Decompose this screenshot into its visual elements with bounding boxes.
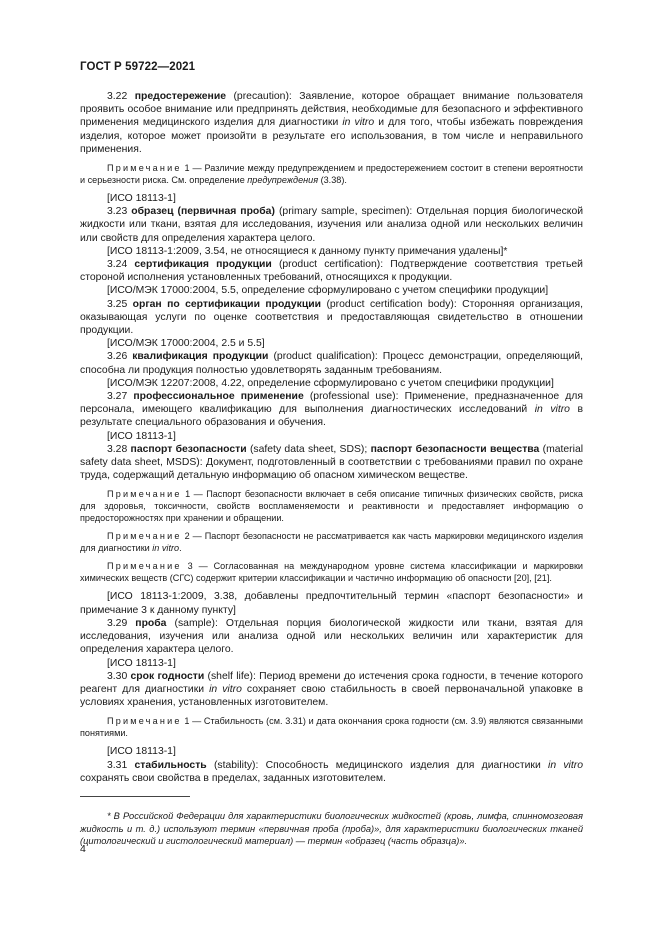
term-name: предостережение bbox=[134, 91, 226, 102]
source-ref-3-29: [ИСО 18113-1] bbox=[107, 657, 176, 669]
term-number: 3.26 bbox=[107, 351, 128, 363]
document-body bbox=[80, 90, 583, 785]
term-number: 3.31 bbox=[107, 759, 128, 771]
footnote: * В Российской Федерации для характеристики биологических жидкостей (кровь, лимфа, спинномозговая жидкость и т. д.) используют термин «первичная проба (проба)», для характеристики биологических тканей (цитологический и гистологический материал) — термин «образец (часть образца)». bbox=[80, 811, 583, 847]
term-definition: : Процесс демонстрации, определяющий, способна ли продукция полностью удовлетворять заданным требованиям. bbox=[80, 351, 584, 376]
note-text: 1 — Стабильность (см. 3.31) и дата окончания срока годности (см. 3.9) являются связанными понятиями. bbox=[80, 716, 583, 739]
term-english: (shelf life) bbox=[207, 670, 253, 682]
term-name: проба bbox=[135, 617, 167, 629]
term-number: 3.24 bbox=[107, 259, 128, 271]
note-3-28-3 bbox=[80, 560, 583, 584]
term-definition: : Сторонняя организация, оказывающая услуги по оценке соответствия и предоставляющая свидетельство в отношении продукции. bbox=[80, 298, 583, 337]
term-entry-3-30 bbox=[80, 670, 583, 710]
term-english: (precaution) bbox=[233, 91, 289, 102]
term-name: квалификация продукции bbox=[132, 351, 269, 363]
term-entry-3-31 bbox=[80, 759, 583, 785]
note-label: Примечание bbox=[107, 561, 182, 572]
note-text: 3 — Согласованная на международном уровне система классификации и маркировки химических веществ (СГС) содержит критерии классификации и частично информацию об опасности [20], [21]. bbox=[80, 561, 583, 584]
note-italic: in vitro bbox=[152, 543, 180, 554]
term-english: (professional use) bbox=[309, 391, 396, 403]
source-ref-3-30: [ИСО 18113-1] bbox=[107, 746, 176, 758]
term-number: 3.27 bbox=[107, 391, 128, 403]
source-ref-3-24: [ИСО/МЭК 17000:2004, 5.5, определение сформулировано с учетом специфики продукции] bbox=[107, 285, 549, 297]
term-entry-3-28 bbox=[80, 443, 583, 483]
term-italic: in vitro bbox=[534, 404, 570, 416]
term-english: (product certification body) bbox=[326, 298, 454, 310]
note-text-cont: (3.38). bbox=[318, 175, 347, 186]
term-number: 3.25 bbox=[107, 298, 128, 310]
term-english: (safety data sheet, SDS); bbox=[249, 443, 368, 455]
note-label: Примечание bbox=[107, 531, 182, 542]
note-3-30 bbox=[80, 715, 583, 739]
term-definition-cont: в результате специального образования и обучения. bbox=[80, 404, 583, 429]
term-name-alt: паспорт безопасности вещества bbox=[370, 443, 540, 455]
term-definition: : Способность медицинского изделия для диагностики bbox=[255, 759, 549, 771]
term-number: 3.29 bbox=[107, 617, 128, 629]
term-entry-3-27 bbox=[80, 390, 583, 430]
term-italic: in vitro bbox=[548, 759, 583, 771]
note-italic: предупреждения bbox=[247, 175, 319, 186]
page-number: 4 bbox=[80, 843, 86, 855]
term-definition-cont: сохраняет свою стабильность в своей первоначальной упаковке в условиях хранения, установленных изготовителем. bbox=[80, 683, 584, 709]
term-name: паспорт безопасности bbox=[130, 443, 247, 455]
note-text: 1 — Паспорт безопасности включает в себя описание типичных физических свойств, риска для здоровья, токсичности, свойств воспламеняемости и реактивности и предоставляет информацию о предосторожностях при хранении и обращении. bbox=[80, 489, 583, 524]
note-3-22 bbox=[80, 162, 583, 186]
source-ref-3-27: [ИСО 18113-1] bbox=[107, 430, 176, 442]
term-number: 3.28 bbox=[107, 443, 128, 455]
source-ref-3-26: [ИСО/МЭК 12207:2008, 4.22, определение сформулировано с учетом специфики продукции] bbox=[107, 377, 554, 389]
term-name: орган по сертификации продукции bbox=[132, 298, 322, 310]
term-name: профессиональное применение bbox=[133, 391, 304, 403]
note-text: 2 — Паспорт безопасности не рассматривается как часть маркировки медицинского изделия для диагностики bbox=[80, 531, 583, 554]
term-definition-cont: и для того, чтобы избежать повреждения изделия, которое может произойти в результате его использования, в том числе и неправильного применения. bbox=[80, 117, 583, 155]
term-definition: : Период времени до истечения срока годности, в течение которого реагент для диагностики bbox=[80, 670, 584, 695]
note-text: 1 — Различие между предупреждением и предостережением состоит в степени вероятности и серьезности риска. См. определение bbox=[80, 163, 583, 186]
standard-header: ГОСТ Р 59722—2021 bbox=[80, 61, 196, 73]
term-english: (product qualification) bbox=[273, 351, 375, 363]
note-label: Примечание bbox=[107, 163, 182, 174]
term-english: (sample) bbox=[174, 617, 215, 629]
term-definition-cont: сохранять свои свойства в пределах, заданных изготовителем. bbox=[80, 772, 386, 784]
term-english-alt: (material safety data sheet, MSDS) bbox=[80, 443, 584, 469]
term-definition: : Применение, предназначенное для персонала, имеющего квалификацию для выполнения диагностических исследований bbox=[80, 391, 584, 416]
note-3-28-1 bbox=[80, 488, 583, 524]
footnote-divider bbox=[80, 796, 190, 797]
term-entry-3-26 bbox=[80, 350, 583, 376]
term-name: срок годности bbox=[130, 670, 205, 682]
term-number: 3.22 bbox=[107, 91, 128, 102]
term-name: образец (первичная проба) bbox=[131, 206, 275, 218]
term-entry-3-24 bbox=[80, 258, 583, 284]
term-entry-3-25 bbox=[80, 298, 583, 338]
term-entry-3-29 bbox=[80, 617, 583, 657]
note-label: Примечание bbox=[107, 489, 182, 500]
term-english: (product certification) bbox=[278, 259, 381, 271]
term-definition: : Заявление, которое обращает внимание пользователя проявить особое внимание или предпринять действия, необходимые для безопасного и эффективного применения медицинского изделия для диагностики bbox=[80, 91, 584, 129]
term-english: (primary sample, specimen) bbox=[278, 206, 410, 218]
term-definition: : Отдельная порция биологической жидкости или ткани, взятая для исследования, изучения или анализа одной или нескольких величин или характеристик для определения характера целого. bbox=[80, 617, 583, 656]
term-name: сертификация продукции bbox=[134, 259, 272, 271]
term-number: 3.23 bbox=[107, 206, 128, 218]
term-italic: in vitro bbox=[342, 117, 375, 129]
note-3-28-2 bbox=[80, 530, 583, 554]
source-ref-3-25: [ИСО/МЭК 17000:2004, 2.5 и 5.5] bbox=[107, 338, 265, 350]
term-entry-3-22 bbox=[80, 90, 583, 156]
term-entry-3-23 bbox=[80, 205, 583, 245]
note-label: Примечание bbox=[107, 716, 182, 727]
term-definition: : Документ, подготовленный в соответствии с требованиями правил по охране труда, содержащий детальную информацию об опасном химическом веществе. bbox=[80, 457, 583, 482]
source-ref-3-23: [ИСО 18113-1:2009, 3.54, не относящиеся к данному пункту примечания удалены]* bbox=[107, 245, 508, 257]
term-definition: : Отдельная порция биологической жидкости или ткани, взятая для исследования, изучения или анализа одной или нескольких величин или свойств для определения характера целого. bbox=[80, 206, 584, 244]
note-text-cont: . bbox=[179, 543, 182, 554]
source-ref-3-22: [ИСО 18113-1] bbox=[107, 193, 176, 205]
term-number: 3.30 bbox=[107, 670, 128, 682]
term-name: стабильность bbox=[134, 759, 207, 771]
term-definition: : Подтверждение соответствия третьей стороной исполнения установленных требований, относящихся к продукции. bbox=[80, 259, 583, 284]
term-english: (stability) bbox=[213, 759, 256, 771]
term-italic: in vitro bbox=[209, 683, 242, 695]
source-ref-3-28: [ИСО 18113-1:2009, 3.38, добавлены предпочтительный термин «паспорт безопасности» и примечание 3 к данному пункту] bbox=[80, 591, 583, 616]
